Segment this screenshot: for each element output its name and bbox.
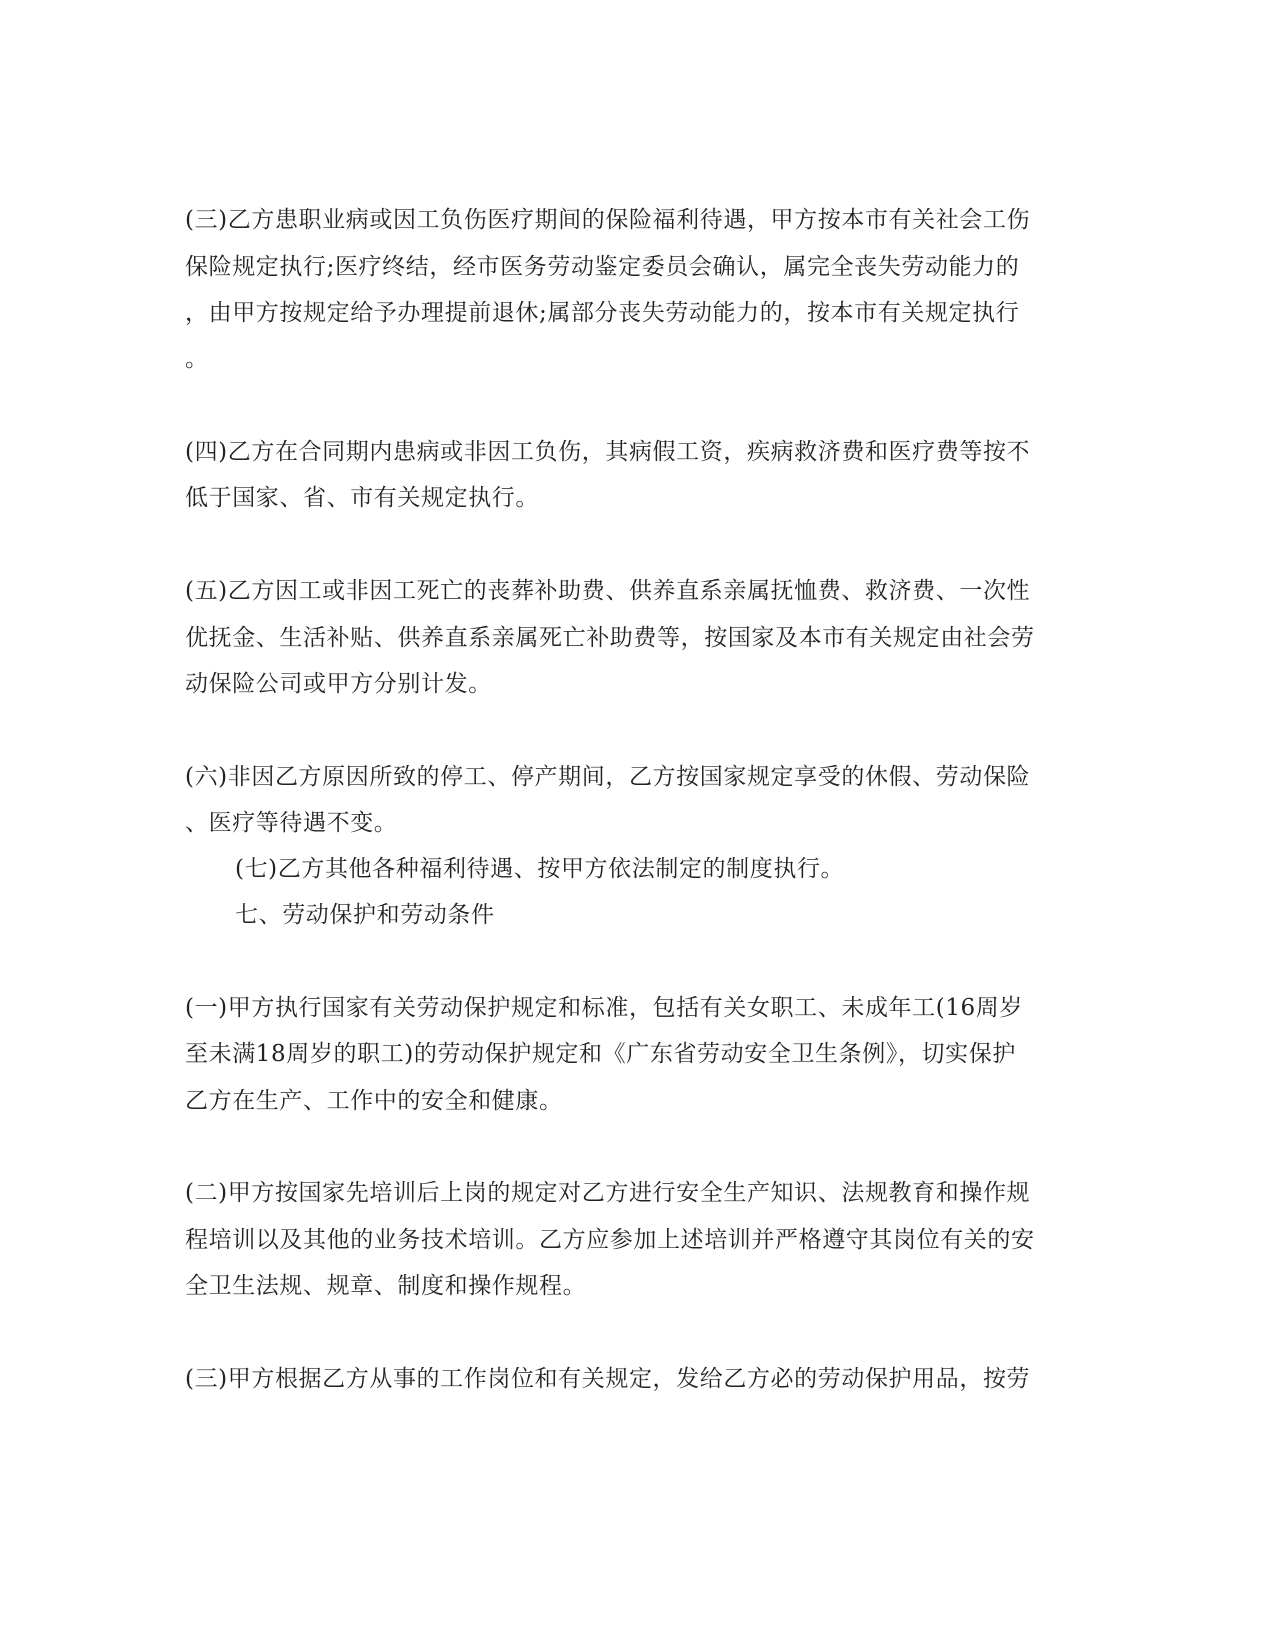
text-line: (三)甲方根据乙方从事的工作岗位和有关规定，发给乙方必的劳动保护用品，按劳 <box>185 1366 1031 1392</box>
text-line: ，由甲方按规定给予办理提前退休;属部分丧失劳动能力的，按本市有关规定执行 <box>185 300 1020 326</box>
text-line: (一)甲方执行国家有关劳动保护规定和标准，包括有关女职工、未成年工(16周岁 <box>185 995 1023 1021</box>
text-line: 。 <box>185 346 209 372</box>
text-line: 优抚金、生活补贴、供养直系亲属死亡补助费等，按国家及本市有关规定由社会劳 <box>185 625 1035 651</box>
text-line: 低于国家、省、市有关规定执行。 <box>185 485 539 511</box>
text-line: (四)乙方在合同期内患病或非因工负伤，其病假工资，疾病救济费和医疗费等按不 <box>185 439 1031 465</box>
text-line: 程培训以及其他的业务技术培训。乙方应参加上述培训并严格遵守其岗位有关的安 <box>185 1227 1035 1253</box>
text-line: 动保险公司或甲方分别计发。 <box>185 671 492 697</box>
text-line: (三)乙方患职业病或因工负伤医疗期间的保险福利待遇，甲方按本市有关社会工伤 <box>185 207 1031 233</box>
section-heading: 七、劳动保护和劳动条件 <box>235 902 495 928</box>
text-line: (二)甲方按国家先培训后上岗的规定对乙方进行安全生产知识、法规教育和操作规 <box>185 1180 1031 1206</box>
text-line: 乙方在生产、工作中的安全和健康。 <box>185 1088 563 1114</box>
text-line: (七)乙方其他各种福利待遇、按甲方依法制定的制度执行。 <box>235 856 845 882</box>
text-line: 保险规定执行;医疗终结，经市医务劳动鉴定委员会确认，属完全丧失劳动能力的 <box>185 254 1020 280</box>
text-line: 、医疗等待遇不变。 <box>185 810 398 836</box>
text-line: 至未满18周岁的职工)的劳动保护规定和《广东省劳动安全卫生条例》，切实保护 <box>185 1041 1016 1067</box>
text-line: (五)乙方因工或非因工死亡的丧葬补助费、供养直系亲属抚恤费、救济费、一次性 <box>185 578 1031 604</box>
text-line: (六)非因乙方原因所致的停工、停产期间，乙方按国家规定享受的休假、劳动保险 <box>185 764 1031 790</box>
text-line: 全卫生法规、规章、制度和操作规程。 <box>185 1273 587 1299</box>
